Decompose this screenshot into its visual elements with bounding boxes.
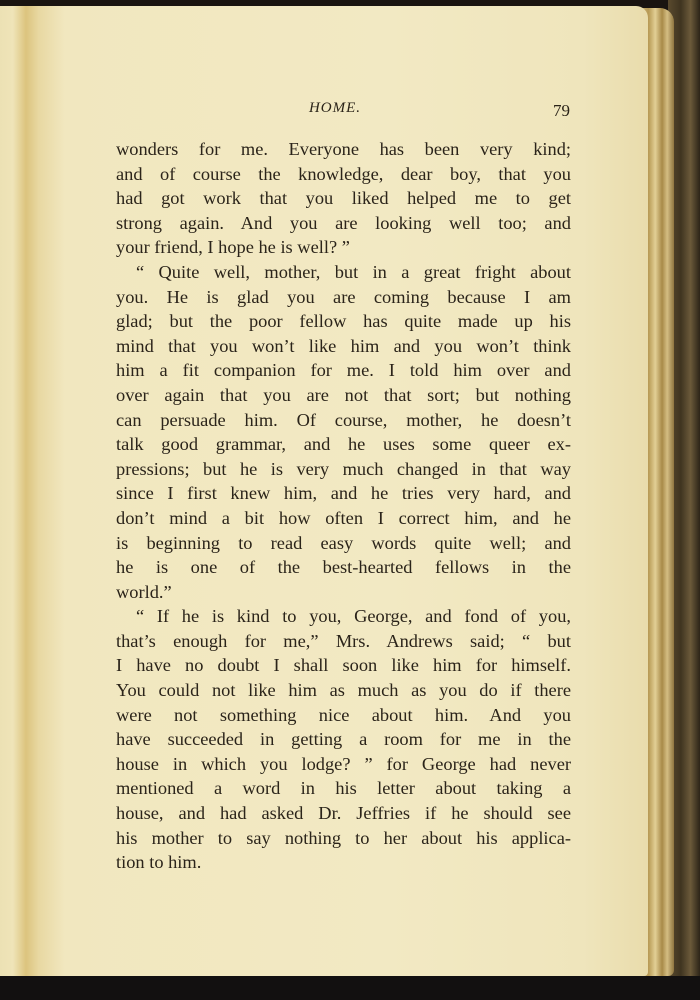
text-line: house in which you lodge? ” for George had never	[116, 753, 571, 774]
text-line: him a fit companion for me. I told him over and	[116, 360, 571, 381]
text-line: have succeeded in getting a room for me in the	[116, 729, 571, 750]
book-page	[0, 6, 648, 976]
running-title: HOME.	[308, 100, 362, 116]
text-line: You could not like him as much as you do if there	[116, 680, 571, 701]
text-line: mentioned a word in his letter about taking a	[116, 778, 571, 799]
text-line: world.”	[116, 581, 172, 602]
page-number: 79	[553, 101, 570, 120]
text-line: strong again. And you are looking well too; and	[116, 212, 571, 233]
text-line: wonders for me. Everyone has been very kind;	[116, 139, 571, 159]
text-line: tion to him.	[116, 852, 202, 873]
text-line: and of course the knowledge, dear boy, that you	[116, 163, 571, 184]
text-line: is beginning to read easy words quite well; and	[116, 532, 571, 553]
text-line: his mother to say nothing to her about his applica-	[116, 827, 571, 848]
running-head	[100, 100, 570, 124]
body-text	[116, 137, 571, 875]
text-line: mind that you won’t like him and you won’t think	[116, 335, 571, 356]
background-bottom	[0, 976, 700, 1000]
text-line: over again that you are not that sort; but nothing	[116, 384, 571, 405]
text-line: had got work that you liked helped me to get	[116, 188, 571, 209]
text-line: glad; but the poor fellow has quite made up his	[116, 311, 571, 332]
text-line: house, and had asked Dr. Jeffries if he should see	[116, 803, 571, 824]
text-line: you. He is glad you are coming because I am	[116, 286, 571, 307]
text-line: pressions; but he is very much changed in that way	[116, 458, 571, 479]
text-line: that’s enough for me,” Mrs. Andrews said; “ but	[116, 630, 571, 651]
text-line: talk good grammar, and he uses some queer ex-	[116, 434, 571, 455]
text-line: were not something nice about him. And you	[116, 704, 571, 725]
text-line: “ If he is kind to you, George, and fond of you,	[136, 606, 571, 627]
text-line: your friend, I hope he is well? ”	[116, 237, 350, 258]
text-line: don’t mind a bit how often I correct him, and he	[116, 507, 571, 528]
text-line: “ Quite well, mother, but in a great fright about	[136, 261, 571, 282]
text-line: can persuade him. Of course, mother, he doesn’t	[116, 409, 571, 430]
text-line: he is one of the best-hearted fellows in the	[116, 557, 571, 578]
text-line: since I first knew him, and he tries very hard, and	[116, 483, 571, 504]
text-line: I have no doubt I shall soon like him for himself.	[116, 655, 571, 676]
